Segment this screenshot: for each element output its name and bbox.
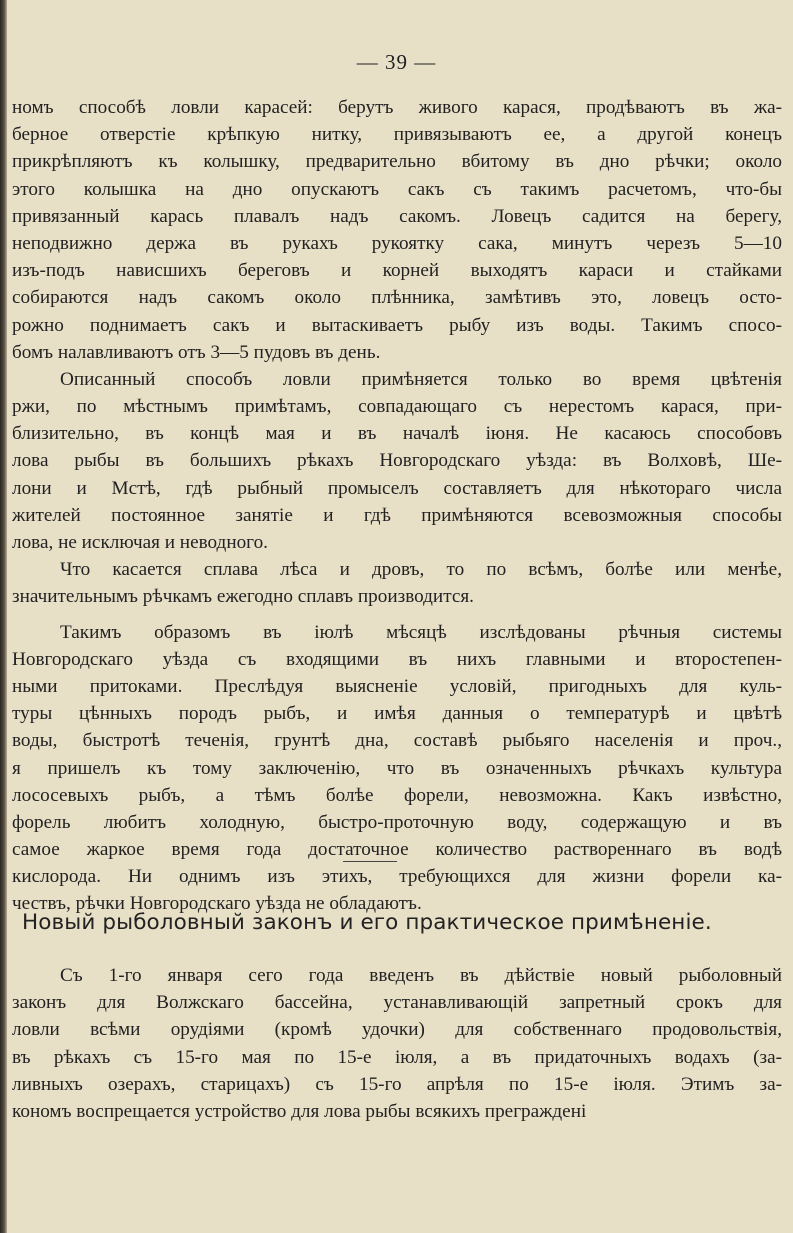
text-line: ловли всѣми орудіями (кромѣ удочки) для собственнаго продовольствія, <box>12 1019 782 1041</box>
section-heading: Новый рыболовный законъ и его практическое примѣненіе. <box>22 910 712 935</box>
text-line: форель любитъ холодную, быстро-проточную воду, содержащую и въ <box>12 811 782 833</box>
text-line: лова рыбы въ большихъ рѣкахъ Новгородскаго уѣзда: въ Волховѣ, Ше- <box>12 450 782 472</box>
paragraph <box>12 94 782 366</box>
text-line: жителей постоянное занятіе и гдѣ примѣняются всевозможныя способы <box>12 504 782 526</box>
text-line: воды, быстротѣ теченія, грунтѣ дна, составѣ рыбьяго населенія и проч., <box>12 730 782 752</box>
body-text-bottom <box>12 962 782 1125</box>
text-line: берное отверстіе крѣпкую нитку, привязываютъ ее, а другой конецъ <box>12 124 782 146</box>
text-line: туры цѣнныхъ породъ рыбъ, и имѣя данныя о температурѣ и цвѣтѣ <box>12 703 782 725</box>
text-line: я пришелъ къ тому заключенію, что въ означенныхъ рѣчкахъ культура <box>12 757 782 779</box>
text-line: неподвижно держа въ рукахъ рукоятку сака, минутъ черезъ 5—10 <box>12 232 782 254</box>
text-line: кислорода. Ни однимъ изъ этихъ, требующихся для жизни форели ка- <box>12 866 782 888</box>
text-line: Что касается сплава лѣса и дровъ, то по всѣмъ, болѣе или менѣе, <box>60 559 782 581</box>
text-line: рожно поднимаетъ сакъ и вытаскиваетъ рыбу изъ воды. Такимъ спосо- <box>12 314 782 336</box>
text-line: ливныхъ озерахъ, старицахъ) съ 15-го апрѣля по 15-е іюля. Этимъ за- <box>12 1073 782 1095</box>
text-line: кономъ воспрещается устройство для лова рыбы всякихъ преграждені <box>12 1100 587 1122</box>
text-line: лососевыхъ рыбъ, а тѣмъ болѣе форели, невозможна. Какъ извѣстно, <box>12 784 782 806</box>
text-line: номъ способѣ ловли карасей: берутъ живого карася, продѣваютъ въ жа- <box>12 97 782 118</box>
text-line: лони и Мстѣ, гдѣ рыбный промыселъ составляетъ для нѣкотораго числа <box>12 477 782 499</box>
body-text-top <box>12 94 782 918</box>
text-line: самое жаркое время года достаточное количество раствореннаго въ водѣ <box>12 839 782 861</box>
text-line: Съ 1-го января сего года введенъ въ дѣйствіе новый рыболовный <box>60 965 782 986</box>
text-line: изъ-подъ нависшихъ береговъ и корней выходятъ караси и стайками <box>12 260 782 282</box>
paragraph <box>12 366 782 556</box>
text-line: въ рѣкахъ съ 15-го мая по 15-е іюля, а въ придаточныхъ водахъ (за- <box>12 1046 782 1068</box>
text-line: этого колышка на дно опускаютъ сакъ съ такимъ расчетомъ, что-бы <box>12 178 782 200</box>
text-line: ными притоками. Преслѣдуя выясненіе условій, пригодныхъ для куль- <box>12 675 782 697</box>
book-spine-shadow <box>0 0 7 1233</box>
text-line: прикрѣпляютъ къ колышку, предварительно вбитому въ дно рѣчки; около <box>12 151 782 173</box>
text-line: Такимъ образомъ въ іюлѣ мѣсяцѣ изслѣдованы рѣчныя системы <box>60 621 782 643</box>
text-line: собираются надъ сакомъ около плѣнника, замѣтивъ это, ловецъ осто- <box>12 287 782 309</box>
page-number: — 39 — <box>356 50 437 74</box>
paragraph <box>12 962 782 1125</box>
section-separator <box>343 861 397 862</box>
text-line: привязанный карась плавалъ надъ сакомъ. Ловецъ садится на берегу, <box>12 205 782 227</box>
text-line: лова, не исключая и неводного. <box>12 532 268 553</box>
text-line: законъ для Волжскаго бассейна, устанавливающій запретный срокъ для <box>12 992 782 1014</box>
text-line: близительно, въ концѣ мая и въ началѣ іюня. Не касаюсь способовъ <box>12 423 782 445</box>
text-line: бомъ налавливаютъ отъ 3—5 пудовъ въ день. <box>12 341 381 363</box>
paragraph <box>12 556 782 610</box>
text-line: чествъ, рѣчки Новгородскаго уѣзда не обладаютъ. <box>12 893 422 915</box>
paragraph <box>12 619 782 918</box>
text-line: Описанный способъ ловли примѣняется только во время цвѣтенія <box>60 368 782 390</box>
text-line: Новгородскаго уѣзда съ входящими въ нихъ главными и второстепен- <box>12 648 782 670</box>
text-line: значительнымъ рѣчкамъ ежегодно сплавъ производится. <box>12 586 474 608</box>
text-line: ржи, по мѣстнымъ примѣтамъ, совпадающаго съ нерестомъ карася, при- <box>12 396 782 418</box>
